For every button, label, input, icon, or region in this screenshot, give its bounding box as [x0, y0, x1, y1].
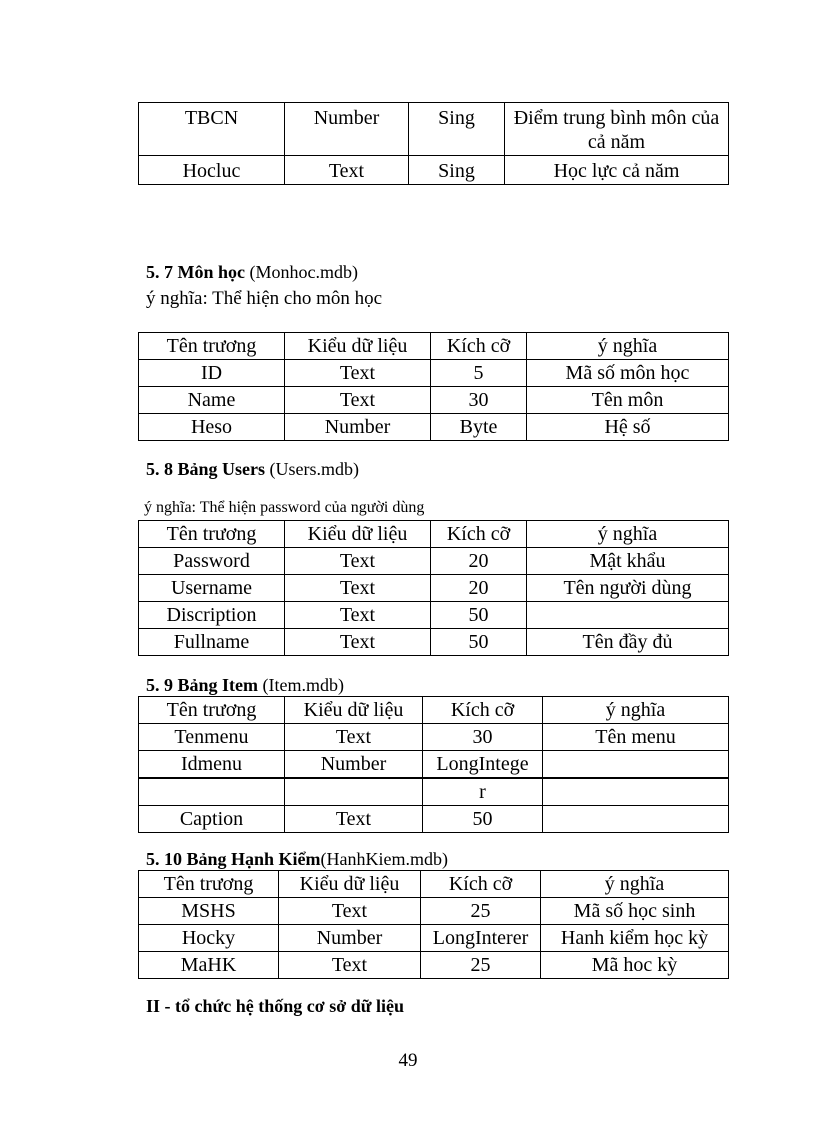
table-cell: Text — [279, 952, 421, 979]
table-cell: Mã số học sinh — [541, 898, 729, 925]
table-cell: Text — [285, 629, 431, 656]
table-cell: Discription — [139, 602, 285, 629]
table-cell: Học lực cả năm — [505, 156, 729, 185]
table-row — [139, 360, 729, 387]
table-cell — [139, 778, 285, 806]
column-header: Tên trương — [139, 697, 285, 724]
table-cell: MaHK — [139, 952, 279, 979]
table-cell: Text — [285, 724, 423, 751]
table-cell: Username — [139, 575, 285, 602]
table-cell: Text — [285, 575, 431, 602]
column-header: Kiểu dữ liệu — [285, 521, 431, 548]
table-cell: Number — [285, 414, 431, 441]
table-cell: Mã hoc kỳ — [541, 952, 729, 979]
table-row — [139, 629, 729, 656]
table-cell: Number — [285, 751, 423, 779]
table-cell: Tenmenu — [139, 724, 285, 751]
table-cell: 20 — [431, 575, 527, 602]
table-cell: 30 — [423, 724, 543, 751]
column-header: ý nghĩa — [527, 333, 729, 360]
table-monhoc — [138, 332, 729, 441]
table-cell: Text — [285, 548, 431, 575]
section-heading-5-8: 5. 8 Bảng Users (Users.mdb) — [146, 459, 359, 479]
table-cell: Điểm trung bình môn của cả năm — [505, 103, 729, 156]
table-cell: LongInterer — [421, 925, 541, 952]
table-row — [139, 575, 729, 602]
table-cell: Hocky — [139, 925, 279, 952]
table-cell: 50 — [423, 806, 543, 833]
table-cell: ID — [139, 360, 285, 387]
table-cell: LongIntege — [423, 751, 543, 779]
table-cell: 25 — [421, 952, 541, 979]
table-cell — [527, 602, 729, 629]
table-row — [139, 387, 729, 414]
table-row — [139, 724, 729, 751]
column-header: Kích cỡ — [423, 697, 543, 724]
table-cell: Password — [139, 548, 285, 575]
table-row — [139, 806, 729, 833]
table-cell: 5 — [431, 360, 527, 387]
table-row — [139, 602, 729, 629]
table-cell: Tên đầy đủ — [527, 629, 729, 656]
section-heading-5-7: 5. 7 Môn học (Monhoc.mdb) — [146, 262, 358, 282]
table-header-row — [139, 871, 729, 898]
column-header: Tên trương — [139, 871, 279, 898]
table-cell: Sing — [409, 156, 505, 185]
column-header: Tên trương — [139, 333, 285, 360]
table-cell: Mật khẩu — [527, 548, 729, 575]
table-header-row — [139, 521, 729, 548]
table-row — [139, 898, 729, 925]
table-cell: Number — [285, 103, 409, 156]
table-users — [138, 520, 729, 656]
table-row — [139, 414, 729, 441]
table-cell: Tên menu — [543, 724, 729, 751]
table-cell — [285, 778, 423, 806]
table-cell: Name — [139, 387, 285, 414]
table-cell: Text — [285, 360, 431, 387]
table-header-row — [139, 697, 729, 724]
column-header: Kiểu dữ liệu — [285, 697, 423, 724]
table-cell: Heso — [139, 414, 285, 441]
section-heading-ii: II - tổ chức hệ thống cơ sở dữ liệu — [146, 996, 405, 1016]
table-cell: Text — [285, 387, 431, 414]
column-header: Kích cỡ — [431, 521, 527, 548]
table-cell: 50 — [431, 629, 527, 656]
column-header: ý nghĩa — [527, 521, 729, 548]
table-cell: Hệ số — [527, 414, 729, 441]
column-header: ý nghĩa — [541, 871, 729, 898]
table-cell: 25 — [421, 898, 541, 925]
column-header: Tên trương — [139, 521, 285, 548]
table-cell: Tên người dùng — [527, 575, 729, 602]
table-cell: Fullname — [139, 629, 285, 656]
table-cell: 20 — [431, 548, 527, 575]
table-hanhkiem — [138, 870, 729, 979]
table-cell: Hocluc — [139, 156, 285, 185]
table-cell: Byte — [431, 414, 527, 441]
table-item — [138, 696, 729, 833]
column-header: Kích cỡ — [431, 333, 527, 360]
column-header: Kiểu dữ liệu — [285, 333, 431, 360]
table-cell: Hanh kiểm học kỳ — [541, 925, 729, 952]
table-cell — [543, 778, 729, 806]
table-row — [139, 925, 729, 952]
table-row — [139, 751, 729, 779]
table-cell: Tên môn — [527, 387, 729, 414]
table-cell — [543, 751, 729, 779]
table-cell: Number — [279, 925, 421, 952]
page-number: 49 — [398, 1050, 418, 1071]
table-cell: TBCN — [139, 103, 285, 156]
table-cell: Text — [285, 602, 431, 629]
section-subtitle-5-8: ý nghĩa: Thể hiện password của người dùng — [144, 499, 425, 516]
table-cell: Caption — [139, 806, 285, 833]
column-header: Kích cỡ — [421, 871, 541, 898]
section-heading-5-10: 5. 10 Bảng Hạnh Kiểm(HanhKiem.mdb) — [146, 849, 448, 869]
section-heading-5-9: 5. 9 Bảng Item (Item.mdb) — [146, 675, 344, 695]
column-header: Kiểu dữ liệu — [279, 871, 421, 898]
table-tbcn — [138, 102, 729, 185]
table-cell: 50 — [431, 602, 527, 629]
table-cell: Text — [285, 806, 423, 833]
table-cell: r — [423, 778, 543, 806]
section-subtitle-5-7: ý nghĩa: Thể hiện cho môn học — [146, 288, 383, 309]
table-cell: Mã số môn học — [527, 360, 729, 387]
table-cell: Text — [285, 156, 409, 185]
table-cell: MSHS — [139, 898, 279, 925]
column-header: ý nghĩa — [543, 697, 729, 724]
table-cell: 30 — [431, 387, 527, 414]
table-row — [139, 548, 729, 575]
table-row — [139, 952, 729, 979]
table-row — [139, 778, 729, 806]
table-cell: Idmenu — [139, 751, 285, 779]
table-cell: Sing — [409, 103, 505, 156]
table-header-row — [139, 333, 729, 360]
table-cell — [543, 806, 729, 833]
table-row — [139, 156, 729, 185]
table-row — [139, 103, 729, 156]
table-cell: Text — [279, 898, 421, 925]
